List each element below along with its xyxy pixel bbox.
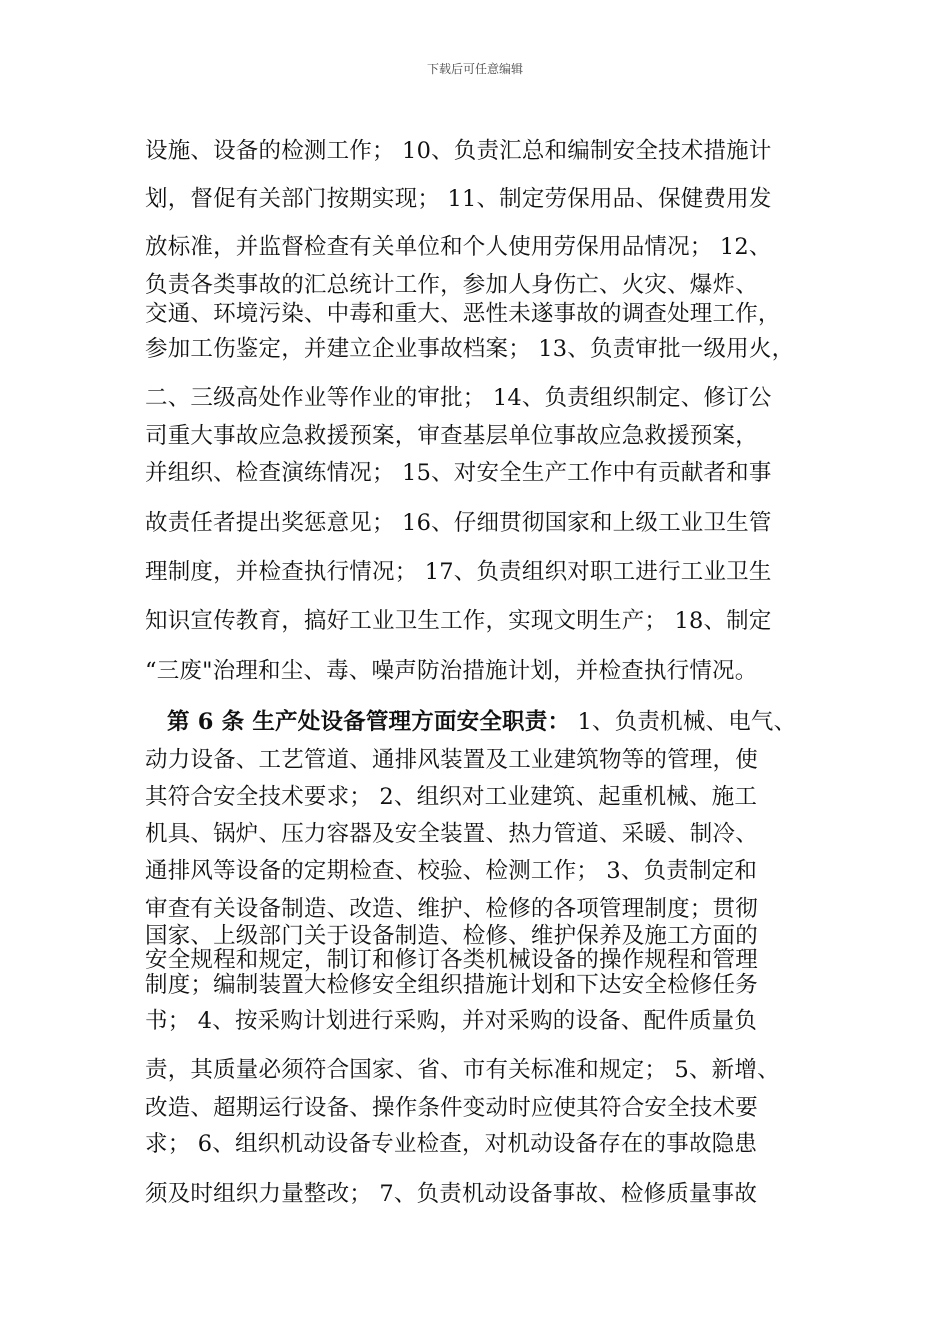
article-6-heading: 第 6 条 生产处设备管理方面安全职责：	[167, 709, 571, 735]
text-line: 交通、环境污染、中毒和重大、恶性未遂事故的调查处理工作，	[145, 301, 781, 327]
text-line: 设施、设备的检测工作； 10、负责汇总和编制安全技术措施计	[145, 138, 772, 164]
text-line: 动力设备、工艺管道、通排风装置及工业建筑物等的管理，使	[145, 747, 758, 773]
text-line: 机具、锅炉、压力容器及安全装置、热力管道、采暖、制冷、	[145, 821, 758, 847]
text-line: 并组织、检查演练情况； 15、对安全生产工作中有贡献者和事	[145, 460, 772, 486]
text-line: 求； 6、组织机动设备专业检查，对机动设备存在的事故隐患	[145, 1131, 758, 1157]
page-header-note: 下载后可任意编辑	[426, 62, 523, 76]
text-line: 划，督促有关部门按期实现； 11、制定劳保用品、保健费用发	[145, 186, 772, 212]
text-line: 国家、上级部门关于设备制造、检修、维护保养及施工方面的	[145, 923, 758, 949]
text-line: 知识宣传教育，搞好工业卫生工作，实现文明生产； 18、制定	[145, 608, 772, 634]
text-line: 须及时组织力量整改； 7、负责机动设备事故、检修质量事故	[145, 1181, 758, 1207]
text-line: 书； 4、按采购计划进行采购，并对采购的设备、配件质量负	[145, 1008, 758, 1034]
text-line: 理制度，并检查执行情况； 17、负责组织对职工进行工业卫生	[145, 559, 772, 585]
text-line: 参加工伤鉴定，并建立企业事故档案； 13、负责审批一级用火，	[145, 336, 795, 362]
text-line: 制度；编制装置大检修安全组织措施计划和下达安全检修任务	[145, 972, 758, 998]
text-line: “三废"治理和尘、毒、噪声防治措施计划，并检查执行情况。	[145, 658, 758, 684]
text-line: 责，其质量必须符合国家、省、市有关标准和规定； 5、新增、	[145, 1057, 780, 1083]
text-line: 改造、超期运行设备、操作条件变动时应使其符合安全技术要	[145, 1095, 758, 1121]
text-line: 二、三级高处作业等作业的审批； 14、负责组织制定、修订公	[145, 385, 772, 411]
text-line: 放标准，并监督检查有关单位和个人使用劳保用品情况； 12、	[145, 234, 772, 260]
article-6-first-rest: 1、负责机械、电气、	[570, 709, 797, 735]
text-line: 审查有关设备制造、改造、维护、检修的各项管理制度；贯彻	[145, 896, 758, 922]
text-line: 安全规程和规定，制订和修订各类机械设备的操作规程和管理	[145, 947, 758, 973]
text-line: 其符合安全技术要求； 2、组织对工业建筑、起重机械、施工	[145, 784, 758, 810]
article-6-first-line	[167, 707, 847, 737]
text-line: 司重大事故应急救援预案，审查基层单位事故应急救援预案，	[145, 423, 758, 449]
text-line: 故责任者提出奖惩意见； 16、仔细贯彻国家和上级工业卫生管	[145, 510, 772, 536]
text-line: 通排风等设备的定期检查、校验、检测工作； 3、负责制定和	[145, 858, 758, 884]
text-line: 负责各类事故的汇总统计工作，参加人身伤亡、火灾、爆炸、	[145, 272, 758, 298]
